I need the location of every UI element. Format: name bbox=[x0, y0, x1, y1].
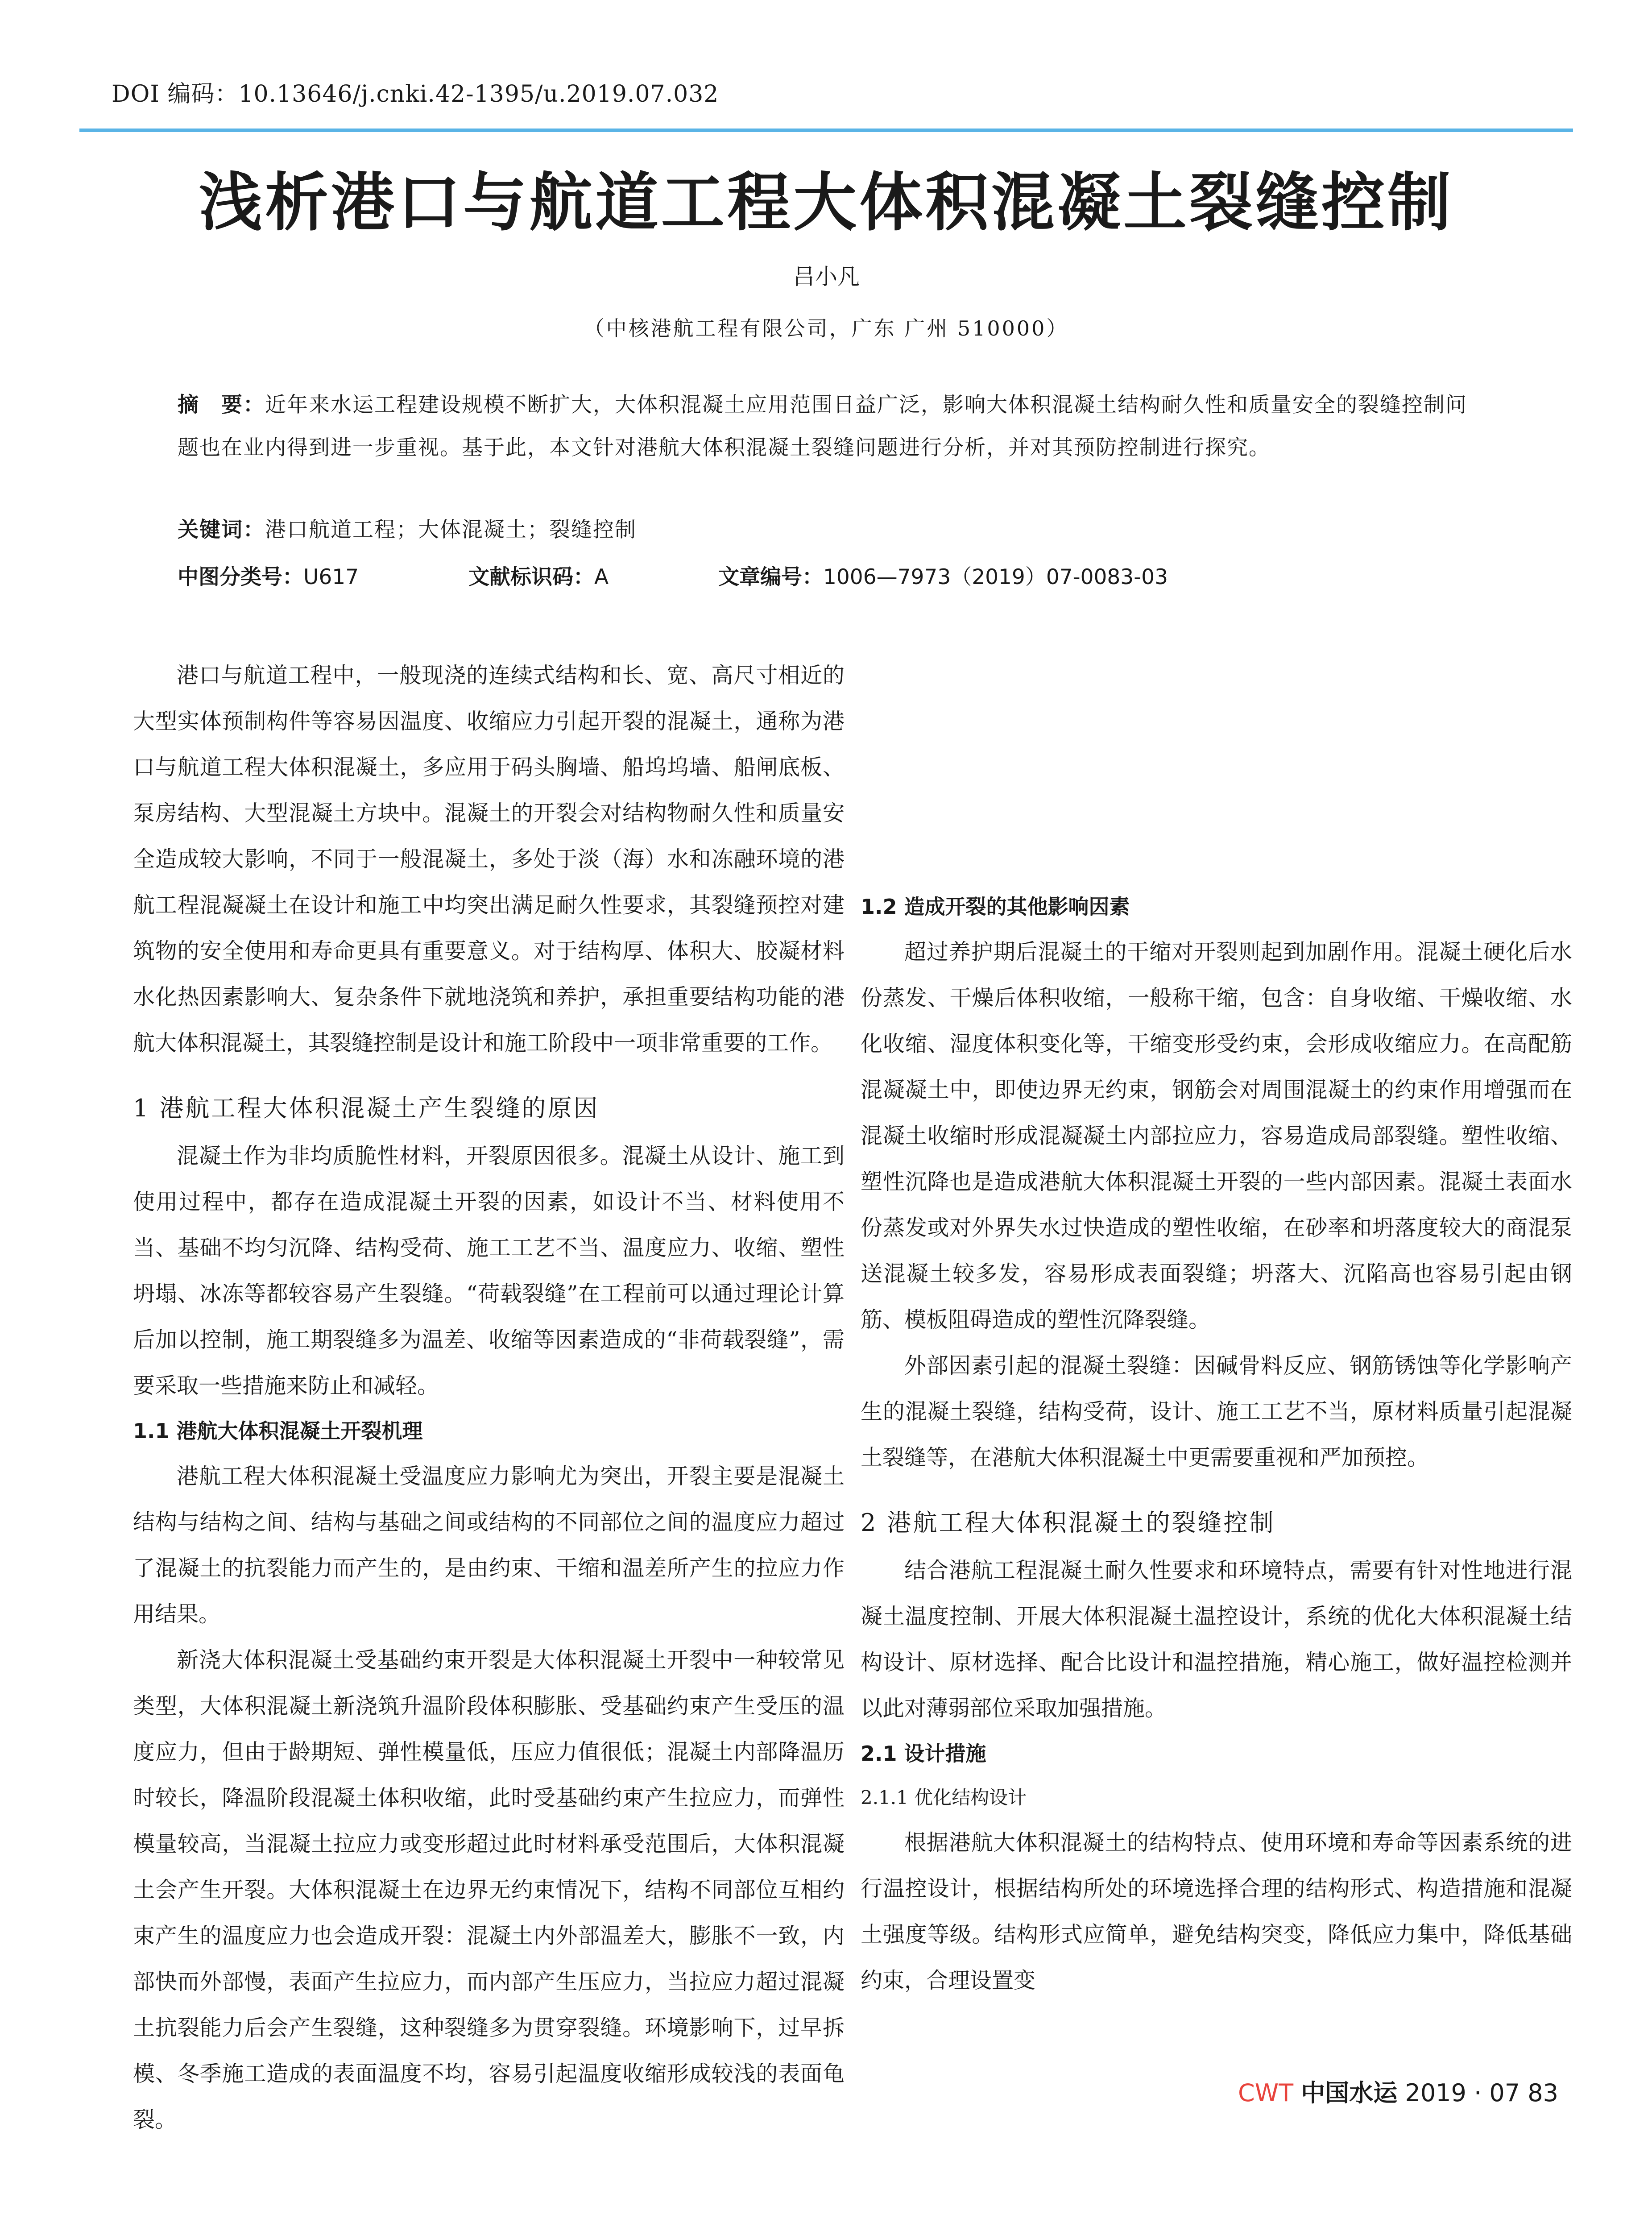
article-title: 浅析港口与航道工程大体积混凝土裂缝控制 bbox=[199, 166, 1453, 240]
section-1-heading: 1 港航工程大体积混凝土产生裂缝的原因 bbox=[133, 1094, 600, 1122]
brand-logo: CWT bbox=[1238, 2079, 1294, 2107]
body-column-left bbox=[133, 652, 845, 2143]
doc-code bbox=[468, 560, 609, 590]
paragraph: 港航工程大体积混凝土受温度应力影响尤为突出，开裂主要是混凝土结构与结构之间、结构与基础之间或结构的不同部位之间的温度应力超过了混凝土的抗裂能力而产生的，是由约束、干缩和温差所产生的拉应力作用结果。 bbox=[133, 1464, 845, 1627]
paragraph: 新浇大体积混凝土受基础约束开裂是大体积混凝土开裂中一种较常见类型，大体积混凝土新浇筑升温阶段体积膨胀、受基础约束产生受压的温度应力，但由于龄期短、弹性模量低，压应力值很低；混凝土内部降温历时较长，降温阶段混凝土体积收缩，此时受基础约束产生拉应力，而弹性模量较高，当混凝土拉应力或变形超过此时材料承受范围后，大体积混凝土会产生开裂。大体积混凝土在边界无约束情况下，结构不同部位互相约束产生的温度应力也会造成开裂：混凝土内外部温差大，膨胀不一致，内部快而外部慢，表面产生拉应力，而内部产生压应力，当拉应力超过混凝土抗裂能力后会产生裂缝，这种裂缝多为贯穿裂缝。环境影响下，过早拆模、冬季施工造成的表面温度不均，容易引起温度收缩形成较浅的表面龟裂。 bbox=[133, 1647, 845, 2132]
paragraph: 结合港航工程混凝土耐久性要求和环境特点，需要有针对性地进行混凝土温度控制、开展大体积混凝土温控设计，系统的优化大体积混凝土结构设计、原材选择、配合比设计和温控措施，精心施工，做好温控检测并以此对薄弱部位采取加强措施。 bbox=[861, 1558, 1572, 1721]
abstract bbox=[178, 384, 1476, 469]
keywords-text: 港口航道工程；大体混凝土；裂缝控制 bbox=[265, 518, 637, 542]
page-footer bbox=[1238, 2074, 1558, 2108]
clc-value: U617 bbox=[303, 565, 359, 589]
abstract-text: 近年来水运工程建设规模不断扩大，大体积混凝土应用范围日益广泛，影响大体积混凝土结构耐久性和质量安全的裂缝控制问题也在业内得到进一步重视。基于此，本文针对港航大体积混凝土裂缝问题进行分析，并对其预防控制进行探究。 bbox=[178, 393, 1467, 460]
article-label: 文章编号： bbox=[718, 565, 823, 589]
journal-name: 中国水运 bbox=[1301, 2078, 1398, 2107]
article-value: 1006—7973（2019）07-0083-03 bbox=[823, 565, 1168, 589]
intro-paragraph: 港口与航道工程中，一般现浇的连续式结构和长、宽、高尺寸相近的大型实体预制构件等容易因温度、收缩应力引起开裂的混凝土，通称为港口与航道工程大体积混凝土，多应用于码头胸墙、船坞坞墙、船闸底板、泵房结构、大型混凝土方块中。混凝土的开裂会对结构物耐久性和质量安全造成较大影响，不同于一般混凝土，多处于淡（海）水和冻融环境的港航工程混凝凝土在设计和施工中均突出满足耐久性要求，其裂缝预控对建筑物的安全使用和寿命更具有重要意义。对于结构厚、体积大、胶凝材料水化热因素影响大、复杂条件下就地浇筑和养护，承担重要结构功能的港航大体积混凝土，其裂缝控制是设计和施工阶段中一项非常重要的工作。 bbox=[133, 663, 845, 1056]
issue: 2019 · 07 bbox=[1405, 2079, 1520, 2107]
page-number: 83 bbox=[1528, 2079, 1558, 2107]
paragraph: 超过养护期后混凝土的干缩对开裂则起到加剧作用。混凝土硬化后水份蒸发、干燥后体积收缩，一般称干缩，包含：自身收缩、干燥收缩、水化收缩、湿度体积变化等，干缩变形受约束，会形成收缩应力。在高配筋混凝凝土中，即使边界无约束，钢筋会对周围混凝土的约束作用增强而在混凝土收缩时形成混凝凝土内部拉应力，容易造成局部裂缝。塑性收缩、塑性沉降也是造成港航大体积混凝土开裂的一些内部因素。混凝土表面水份蒸发或对外界失水过快造成的塑性收缩，在砂率和坍落度较大的商混泵送混凝土较多发，容易形成表面裂缝；坍落大、沉陷高也容易引起由钢筋、模板阻碍造成的塑性沉降裂缝。 bbox=[861, 939, 1572, 1332]
header-rule bbox=[79, 129, 1573, 132]
body-column-right bbox=[861, 652, 1572, 2003]
doc-label: 文献标识码： bbox=[468, 565, 594, 589]
keywords bbox=[178, 513, 1476, 543]
author: 吕小凡 bbox=[793, 264, 860, 290]
section-2-1-heading: 2.1 设计措施 bbox=[861, 1742, 986, 1766]
section-2-1-1-heading: 2.1.1 优化结构设计 bbox=[861, 1787, 1027, 1808]
section-2-heading: 2 港航工程大体积混凝土的裂缝控制 bbox=[861, 1509, 1275, 1537]
paragraph: 混凝土作为非均质脆性材料，开裂原因很多。混凝土从设计、施工到使用过程中，都存在造成混凝土开裂的因素，如设计不当、材料使用不当、基础不均匀沉降、结构受荷、施工工艺不当、温度应力、收缩、塑性坍塌、冰冻等都较容易产生裂缝。“荷载裂缝”在工程前可以通过理论计算后加以控制，施工期裂缝多为温差、收缩等因素造成的“非荷载裂缝”，需要采取一些措施来防止和减轻。 bbox=[133, 1143, 845, 1398]
keywords-label: 关键词： bbox=[178, 518, 265, 542]
affiliation: （中核港航工程有限公司，广东 广州 510000） bbox=[584, 316, 1069, 340]
article-number bbox=[718, 560, 1168, 590]
paragraph: 外部因素引起的混凝土裂缝：因碱骨料反应、钢筋锈蚀等化学影响产生的混凝土裂缝，结构受荷，设计、施工工艺不当，原材料质量引起混凝土裂缝等，在港航大体积混凝土中更需要重视和严加预控。 bbox=[861, 1353, 1572, 1470]
clc-label: 中图分类号： bbox=[178, 565, 303, 589]
abstract-label: 摘 要： bbox=[178, 393, 265, 417]
paragraph: 根据港航大体积混凝土的结构特点、使用环境和寿命等因素系统的进行温控设计，根据结构所处的环境选择合理的结构形式、构造措施和混凝土强度等级。结构形式应简单，避免结构突变，降低应力集中，降低基础约束，合理设置变 bbox=[861, 1830, 1572, 1993]
doc-value: A bbox=[594, 565, 609, 589]
doi-code: DOI 编码：10.13646/j.cnki.42-1395/u.2019.07.032 bbox=[112, 81, 719, 108]
section-1-2-heading: 1.2 造成开裂的其他影响因素 bbox=[861, 895, 1130, 919]
clc-number bbox=[178, 560, 359, 590]
section-1-1-heading: 1.1 港航大体积混凝土开裂机理 bbox=[133, 1419, 423, 1443]
